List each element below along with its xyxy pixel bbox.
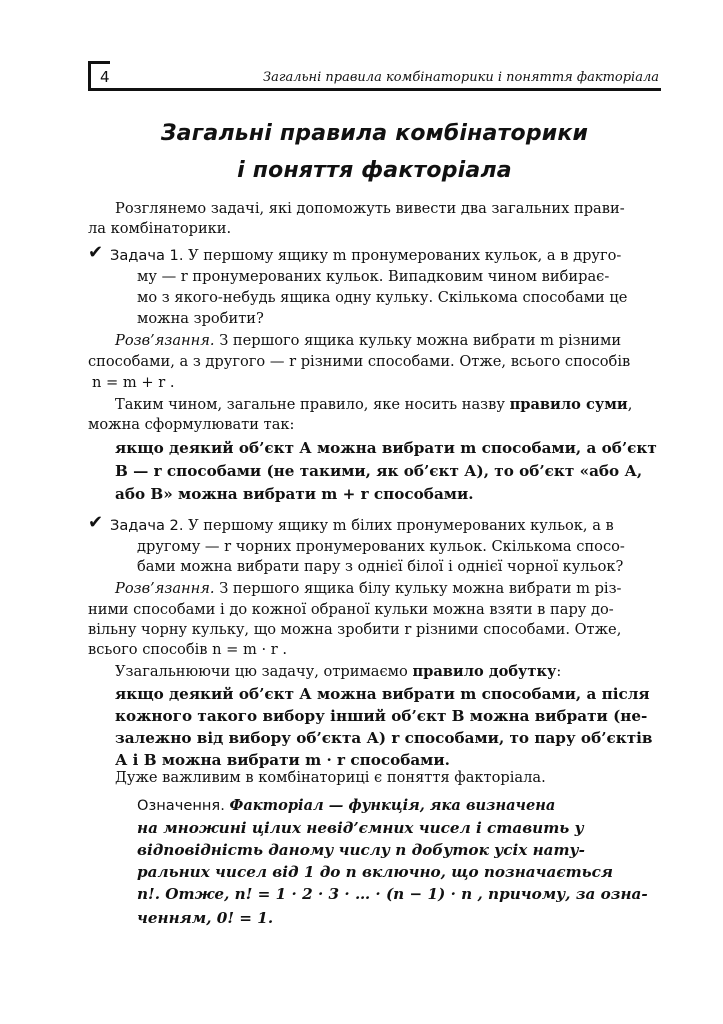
solution-2-line-1 xyxy=(115,579,621,599)
solution-1-formula: n = m + r . xyxy=(92,374,175,391)
sum-rule-statement-2: В — r способами (не такими, як об’єкт А), то об’єкт «або А, xyxy=(115,462,643,480)
intro-line-2: ла комбінаторики. xyxy=(88,220,232,237)
task-1-line-4: можна зробити? xyxy=(137,310,264,327)
running-title: Загальні правила комбінаторики і поняття факторіала xyxy=(263,70,659,85)
product-rule-statement-4: А і В можна вибрати m · r способами. xyxy=(115,751,450,769)
page-number: 4 xyxy=(100,68,110,86)
product-rule-statement-3: залежно від вибору об’єкта А) r способами, то пару об’єктів xyxy=(115,729,653,747)
sum-rule-intro-line-2: можна сформулювати так: xyxy=(88,416,295,433)
task-2-label: Задача 2. xyxy=(110,517,184,534)
header-rule xyxy=(88,88,661,91)
check-mark-icon: ✔ xyxy=(88,512,104,533)
task-2-text-1: У першому ящику m білих пронумерованих кульок, а в xyxy=(188,517,614,534)
task-1-text-1: У першому ящику m пронумерованих кульок, а в друго- xyxy=(188,247,622,264)
product-rule-term: правило добутку xyxy=(412,663,557,680)
solution-1-line-2: способами, а з другого — r різними способами. Отже, всього способів xyxy=(88,353,631,370)
product-rule-statement-1: якщо деякий об’єкт А можна вибрати m способами, а після xyxy=(115,685,650,703)
sum-rule-comma: , xyxy=(627,396,633,413)
solution-1-text-1: З першого ящика кульку можна вибрати m різними xyxy=(219,332,622,349)
check-mark-icon: ✔ xyxy=(88,242,104,263)
definition-line-6: ченням, 0! = 1. xyxy=(137,909,274,927)
definition-line-1 xyxy=(137,796,555,816)
definition-label: Означення. xyxy=(137,797,225,814)
factorial-lead-in: Дуже важливим в комбінаториці є поняття факторіала. xyxy=(115,769,546,786)
task-1-line-1 xyxy=(110,246,621,266)
solution-2-line-2: ними способами і до кожної обраної кульки можна взяти в пару до- xyxy=(88,601,614,618)
product-rule-colon: : xyxy=(556,663,562,680)
task-2-line-3: бами можна вибрати пару з однієї білої і однієї чорної кульок? xyxy=(137,558,624,575)
sum-rule-statement-3: або В» можна вибрати m + r способами. xyxy=(115,485,474,503)
solution-1-label: Розв’язання. xyxy=(115,332,215,349)
sum-rule-intro-text: Таким чином, загальне правило, яке носить назву xyxy=(115,396,510,413)
product-rule-intro xyxy=(115,662,561,682)
solution-2-text-1: З першого ящика білу кульку можна вибрати m різ- xyxy=(219,580,622,597)
sum-rule-intro-line-1 xyxy=(115,395,632,415)
definition-text-1: Факторіал — функція, яка визначена xyxy=(229,797,556,814)
sum-rule-statement-1: якщо деякий об’єкт А можна вибрати m способами, а об’єкт xyxy=(115,439,657,457)
definition-line-4: ральних чисел від 1 до n включно, що позначається xyxy=(137,863,614,881)
solution-2-label: Розв’язання. xyxy=(115,580,215,597)
solution-2-line-3: вільну чорну кульку, що можна зробити r різними способами. Отже, xyxy=(88,621,622,638)
task-1-label: Задача 1. xyxy=(110,247,184,264)
task-1-line-3: мо з якого-небудь ящика одну кульку. Скількома способами це xyxy=(137,289,628,306)
definition-line-3: відповідність даному числу n добуток усіх нату- xyxy=(137,841,585,859)
task-1-line-2: му — r пронумерованих кульок. Випадковим чином вибирає- xyxy=(137,268,610,285)
task-2-line-2: другому — r чорних пронумерованих кульок. Скількома спосо- xyxy=(137,538,625,555)
page-title-line-1: Загальні правила комбінаторики xyxy=(160,121,589,146)
product-rule-statement-2: кожного такого вибору інший об’єкт В можна вибрати (не- xyxy=(115,707,648,725)
page-title-line-2: і поняття факторіала xyxy=(237,158,512,183)
running-header xyxy=(88,61,661,91)
solution-2-line-4: всього способів n = m · r . xyxy=(88,641,288,658)
sum-rule-term: правило суми xyxy=(509,396,628,413)
solution-1-line-1 xyxy=(115,331,621,351)
definition-line-5: n!. Отже, n! = 1 · 2 · 3 · … · (n − 1) · n , причому, за озна- xyxy=(137,885,648,903)
definition-line-2: на множині цілих невід’ємних чисел і ставить у xyxy=(137,819,584,837)
product-rule-intro-text: Узагальнюючи цю задачу, отримаємо xyxy=(115,663,413,680)
task-2-line-1 xyxy=(110,516,614,536)
intro-line-1: Розглянемо задачі, які допоможуть вивести два загальних прави- xyxy=(115,200,625,217)
